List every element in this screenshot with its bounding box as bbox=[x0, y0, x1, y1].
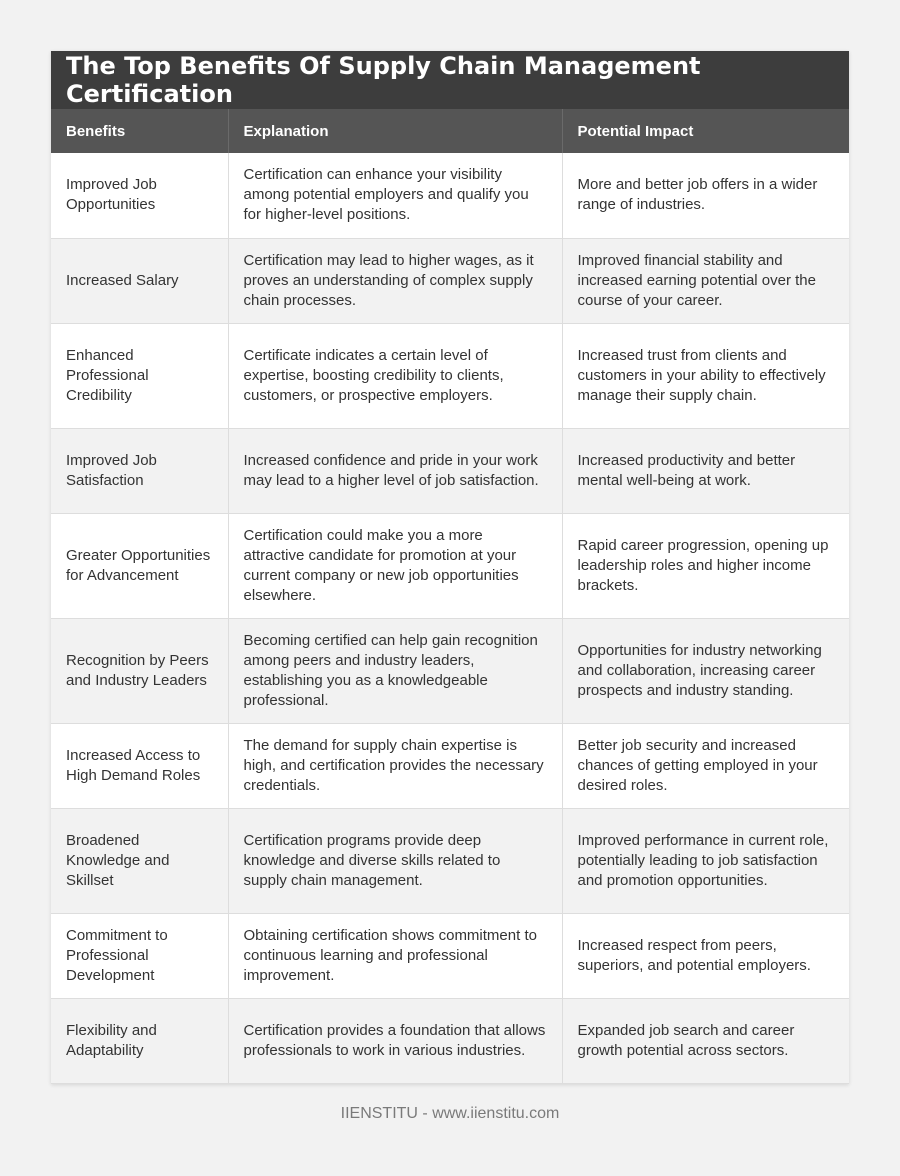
benefit-cell: Improved Job Satisfaction bbox=[51, 428, 228, 513]
table-row bbox=[51, 238, 849, 323]
impact-cell: Opportunities for industry networking and collaboration, increasing career prospects and industry standing. bbox=[562, 618, 849, 723]
table-row bbox=[51, 618, 849, 723]
explanation-cell: Becoming certified can help gain recognition among peers and industry leaders, establishing you as a knowledgeable professional. bbox=[228, 618, 562, 723]
explanation-cell: Certification may lead to higher wages, as it proves an understanding of complex supply chain processes. bbox=[228, 238, 562, 323]
impact-cell: Increased trust from clients and customers in your ability to effectively manage their supply chain. bbox=[562, 323, 849, 428]
impact-cell: Increased productivity and better mental well-being at work. bbox=[562, 428, 849, 513]
impact-cell: Improved financial stability and increased earning potential over the course of your career. bbox=[562, 238, 849, 323]
column-header-potential-impact: Potential Impact bbox=[562, 109, 849, 153]
table-row bbox=[51, 913, 849, 998]
impact-cell: Better job security and increased chances of getting employed in your desired roles. bbox=[562, 723, 849, 808]
page-title: The Top Benefits Of Supply Chain Management Certification bbox=[66, 52, 701, 108]
benefit-cell: Greater Opportunities for Advancement bbox=[51, 513, 228, 618]
benefit-cell: Improved Job Opportunities bbox=[51, 153, 228, 238]
benefit-cell: Enhanced Professional Credibility bbox=[51, 323, 228, 428]
impact-cell: Rapid career progression, opening up leadership roles and higher income brackets. bbox=[562, 513, 849, 618]
table-row bbox=[51, 998, 849, 1083]
table-row bbox=[51, 153, 849, 238]
explanation-cell: Certificate indicates a certain level of expertise, boosting credibility to clients, customers, or prospective employers. bbox=[228, 323, 562, 428]
footer-credit: IIENSTITU - www.iienstitu.com bbox=[340, 1105, 560, 1122]
benefit-cell: Commitment to Professional Development bbox=[51, 913, 228, 998]
column-header-benefits: Benefits bbox=[51, 109, 228, 153]
explanation-cell: Increased confidence and pride in your work may lead to a higher level of job satisfaction. bbox=[228, 428, 562, 513]
explanation-cell: Certification could make you a more attractive candidate for promotion at your current company or new job opportunities elsewhere. bbox=[228, 513, 562, 618]
explanation-cell: Certification programs provide deep knowledge and diverse skills related to supply chain management. bbox=[228, 808, 562, 913]
explanation-cell: The demand for supply chain expertise is high, and certification provides the necessary credentials. bbox=[228, 723, 562, 808]
impact-cell: More and better job offers in a wider range of industries. bbox=[562, 153, 849, 238]
benefit-cell: Increased Salary bbox=[51, 238, 228, 323]
impact-cell: Expanded job search and career growth potential across sectors. bbox=[562, 998, 849, 1083]
benefits-table-card bbox=[51, 51, 849, 1084]
impact-cell: Increased respect from peers, superiors, and potential employers. bbox=[562, 913, 849, 998]
benefit-cell: Recognition by Peers and Industry Leaders bbox=[51, 618, 228, 723]
explanation-cell: Certification provides a foundation that allows professionals to work in various industries. bbox=[228, 998, 562, 1083]
table-header-row bbox=[51, 109, 849, 153]
benefit-cell: Increased Access to High Demand Roles bbox=[51, 723, 228, 808]
table-row bbox=[51, 808, 849, 913]
column-header-explanation: Explanation bbox=[228, 109, 562, 153]
explanation-cell: Certification can enhance your visibility among potential employers and qualify you for higher-level positions. bbox=[228, 153, 562, 238]
title-bar bbox=[51, 51, 849, 109]
table-row bbox=[51, 513, 849, 618]
benefits-table bbox=[51, 109, 849, 1084]
table-row bbox=[51, 323, 849, 428]
benefit-cell: Flexibility and Adaptability bbox=[51, 998, 228, 1083]
explanation-cell: Obtaining certification shows commitment to continuous learning and professional improvement. bbox=[228, 913, 562, 998]
benefit-cell: Broadened Knowledge and Skillset bbox=[51, 808, 228, 913]
impact-cell: Improved performance in current role, potentially leading to job satisfaction and promotion opportunities. bbox=[562, 808, 849, 913]
table-row bbox=[51, 723, 849, 808]
table-row bbox=[51, 428, 849, 513]
